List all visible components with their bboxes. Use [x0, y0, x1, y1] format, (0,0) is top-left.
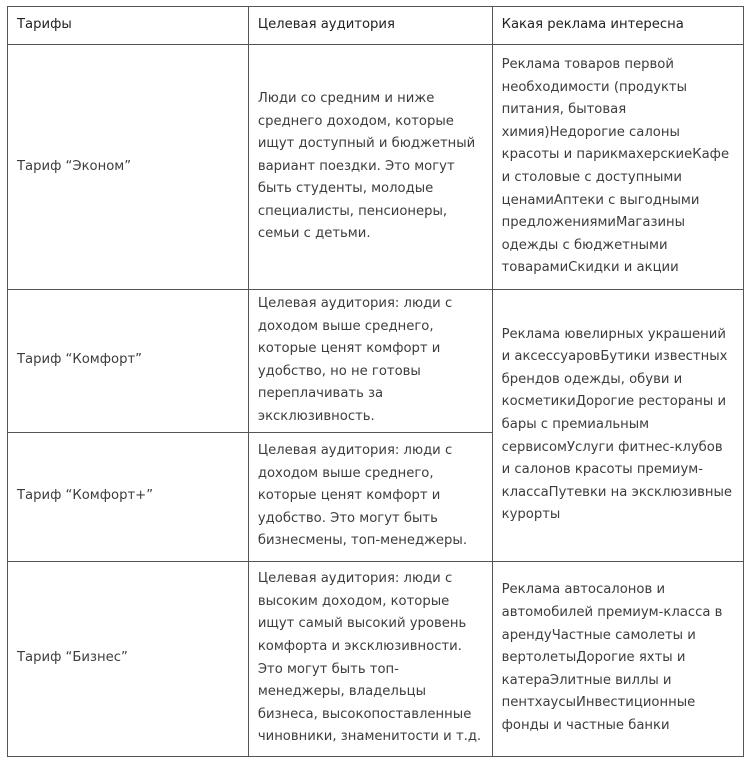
tariff-cell: Тариф “Бизнес” — [8, 561, 249, 756]
ads-cell: Реклама автосалонов и автомобилей премиум-класса в арендуЧастные самолеты и вертолетыДорогие яхты и катераЭлитные виллы и пентхаусыИнвестиционные фонды и частные банки — [492, 561, 743, 756]
ads-cell: Реклама товаров первой необходимости (продукты питания, бытовая химия)Недорогие салоны красоты и парикмахерскиеКафе и столовые с доступными ценамиАптеки с выгодными предложениямиМагазины одежды с бюджетными товарамиСкидки и акции — [492, 45, 743, 290]
tariffs-table — [7, 6, 744, 757]
tariff-cell: Тариф “Эконом” — [8, 45, 249, 290]
table-row — [8, 561, 744, 756]
table-row — [8, 290, 744, 433]
header-audience: Целевая аудитория — [248, 7, 492, 45]
table-header-row — [8, 7, 744, 45]
audience-cell: Целевая аудитория: люди с доходом выше среднего, которые ценят комфорт и удобство, но не готовы переплачивать за эксклюзивность. — [248, 290, 492, 433]
tariff-cell: Тариф “Комфорт+” — [8, 432, 249, 561]
audience-cell: Целевая аудитория: люди с доходом выше среднего, которые ценят комфорт и удобство. Это могут быть бизнесмены, топ-менеджеры. — [248, 432, 492, 561]
header-ads: Какая реклама интересна — [492, 7, 743, 45]
header-tariffs: Тарифы — [8, 7, 249, 45]
ads-cell: Реклама ювелирных украшений и аксессуаровБутики известных брендов одежды, обуви и косметикиДорогие рестораны и бары с премиальным сервисомУслуги фитнес-клубов и салонов красоты премиум-классаПутевки на эксклюзивные курорты — [492, 290, 743, 562]
audience-cell: Люди со средним и ниже среднего доходом, которые ищут доступный и бюджетный вариант поездки. Это могут быть студенты, молодые специалисты, пенсионеры, семьи с детьми. — [248, 45, 492, 290]
audience-cell: Целевая аудитория: люди с высоким доходом, которые ищут самый высокий уровень комфорта и эксклюзивности. Это могут быть топ-менеджеры, владельцы бизнеса, высокопоставленные чиновники, знаменитости и т.д. — [248, 561, 492, 756]
table-row — [8, 45, 744, 290]
tariff-cell: Тариф “Комфорт” — [8, 290, 249, 433]
